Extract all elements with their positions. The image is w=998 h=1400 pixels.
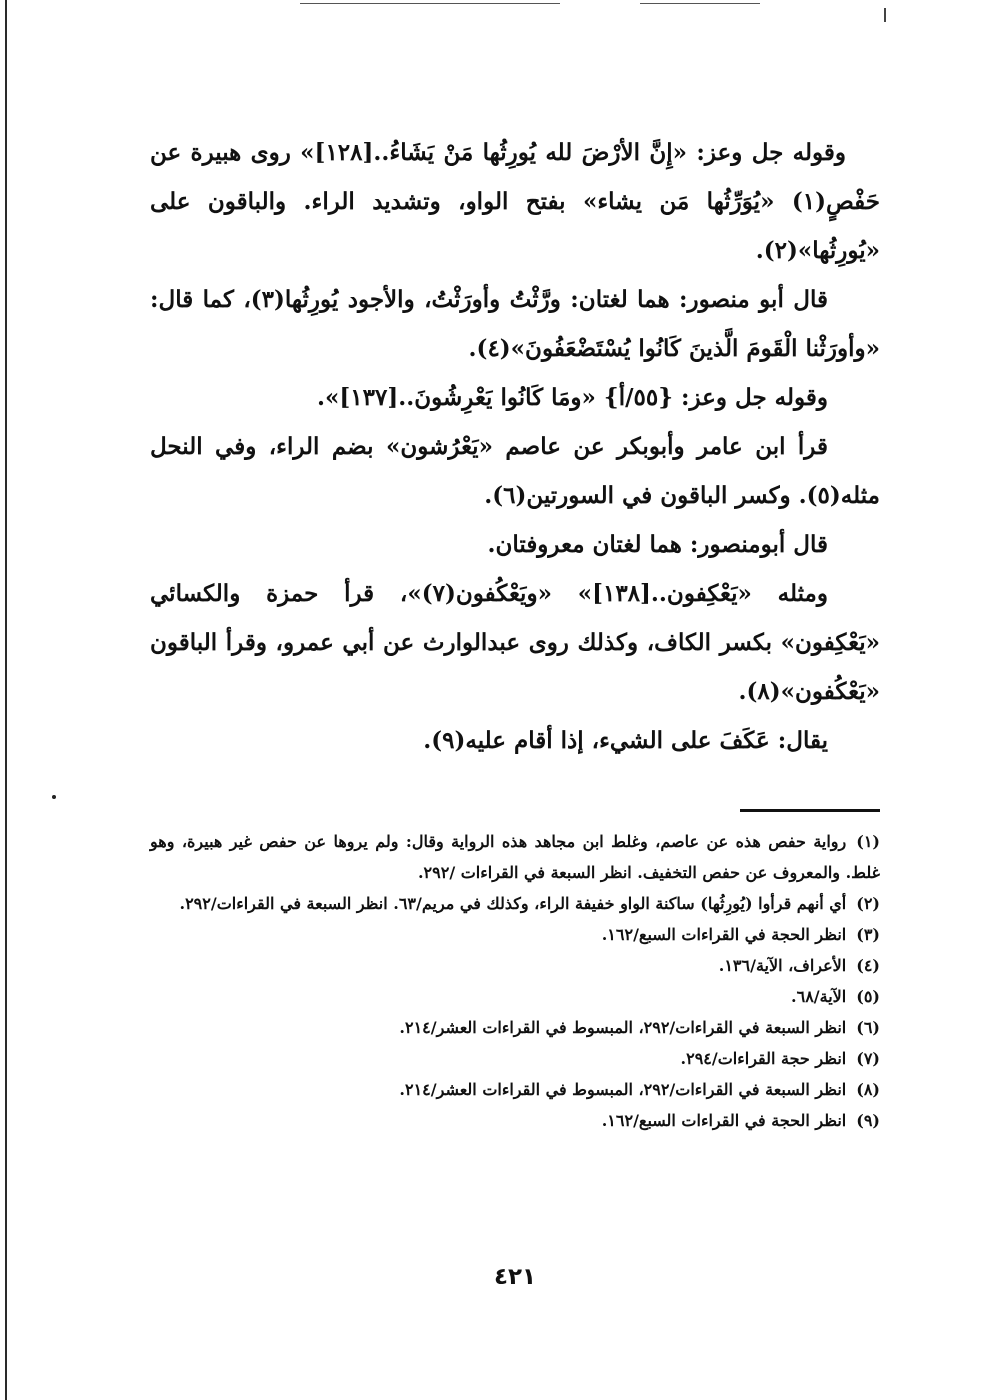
footnote <box>150 981 880 1012</box>
footnote <box>150 919 880 950</box>
footnote-number: (٧) <box>856 1049 880 1068</box>
footnote-text: أي أنهم قرأوا (يُورِثُها) ساكنة الواو خفيفة الراء، وكذلك في مريم/٦٣. انظر السبعة في القراءات/٢٩٢. <box>179 894 847 913</box>
footnote-text: انظر السبعة في القراءات/٢٩٢، المبسوط في القراءات العشر/٢١٤. <box>399 1080 847 1099</box>
main-text <box>150 128 880 765</box>
footnote-text: انظر الحجة في القراءات السبع/١٦٢. <box>601 1111 847 1130</box>
page-number: ٤٢١ <box>493 1264 537 1290</box>
footnote <box>150 1105 880 1136</box>
footnote <box>150 826 880 888</box>
footnote-number: (٣) <box>856 925 880 944</box>
footnote <box>150 1043 880 1074</box>
footnote-number: (٥) <box>856 987 880 1006</box>
page <box>150 0 880 1400</box>
footnote-text: انظر الحجة في القراءات السبع/١٦٢. <box>601 925 847 944</box>
footnote-number: (٦) <box>856 1018 880 1037</box>
footnote-separator <box>740 809 880 812</box>
footnote-number: (٨) <box>856 1080 880 1099</box>
footnotes <box>150 826 880 1136</box>
footnote-text: الآية/٦٨. <box>791 987 847 1006</box>
footnote-number: (٢) <box>856 894 880 913</box>
scan-dot <box>52 795 56 799</box>
paragraph: قال أبومنصور: هما لغتان معروفتان. <box>487 531 828 558</box>
paragraph: وقوله جل وعز: «إِنَّ الأرْضَ لله يُورِثُها مَنْ يَشَاءُ..[١٢٨]» روى هبيرة عن حَفْصٍ(١) «يُوَرِّثُها مَن يشاء» بفتح الواو، وتشديد الراء. والباقون على «يُورِثُها»(٢). <box>150 139 880 264</box>
footnote-text: انظر حجة القراءات/٢٩٤. <box>680 1049 847 1068</box>
footnote-number: (٤) <box>856 956 880 975</box>
footnote <box>150 1012 880 1043</box>
paragraph: وقوله جل وعز: {٥٥/أ} «ومَا كَانُوا يَعْرِشُونَ..[١٣٧]». <box>316 384 828 411</box>
paragraph: ومثله «يَعْكِفون..[١٣٨]» «ويَعْكُفون(٧)»، قرأ حمزة والكسائي «يَعْكِفون» بكسر الكاف، وكذلك روى عبدالوارث عن أبي عمرو، وقرأ الباقون «يَعْكُفون»(٨). <box>150 580 880 705</box>
footnote <box>150 1074 880 1105</box>
footnote-number: (٩) <box>856 1111 880 1130</box>
scan-edge-line <box>5 0 7 1400</box>
paragraph: قال أبو منصور: هما لغتان: ورَّثْتُ وأورَثْتُ، والأجود يُورِثُها(٣)، كما قال: «وأورَثْنا الْقَومَ الَّذينَ كَانُوا يُسْتَضْعَفُونَ»(٤). <box>150 286 880 362</box>
footnote-number: (١) <box>856 832 880 851</box>
footnote-text: رواية حفص هذه عن عاصم، وغلط ابن مجاهد هذه الرواية وقال: ولم يروها عن حفص غير هبيرة، وهو غلط. والمعروف عن حفص التخفيف. انظر السبعة في القراءات /٢٩٢. <box>150 832 880 882</box>
footnote-text: الأعراف، الآية/١٣٦. <box>718 956 847 975</box>
footnote-text: انظر السبعة في القراءات/٢٩٢، المبسوط في القراءات العشر/٢١٤. <box>399 1018 847 1037</box>
paragraph: قرأ ابن عامر وأبوبكر عن عاصم «يَعْرُشون» بضم الراء، وفي النحل مثله(٥). وكسر الباقون في السورتين(٦). <box>150 433 880 509</box>
paragraph: يقال: عَكَفَ على الشيء، إذا أقام عليه(٩). <box>423 727 828 754</box>
footnote <box>150 950 880 981</box>
scan-tick-mark <box>884 8 886 22</box>
footnote <box>150 888 880 919</box>
